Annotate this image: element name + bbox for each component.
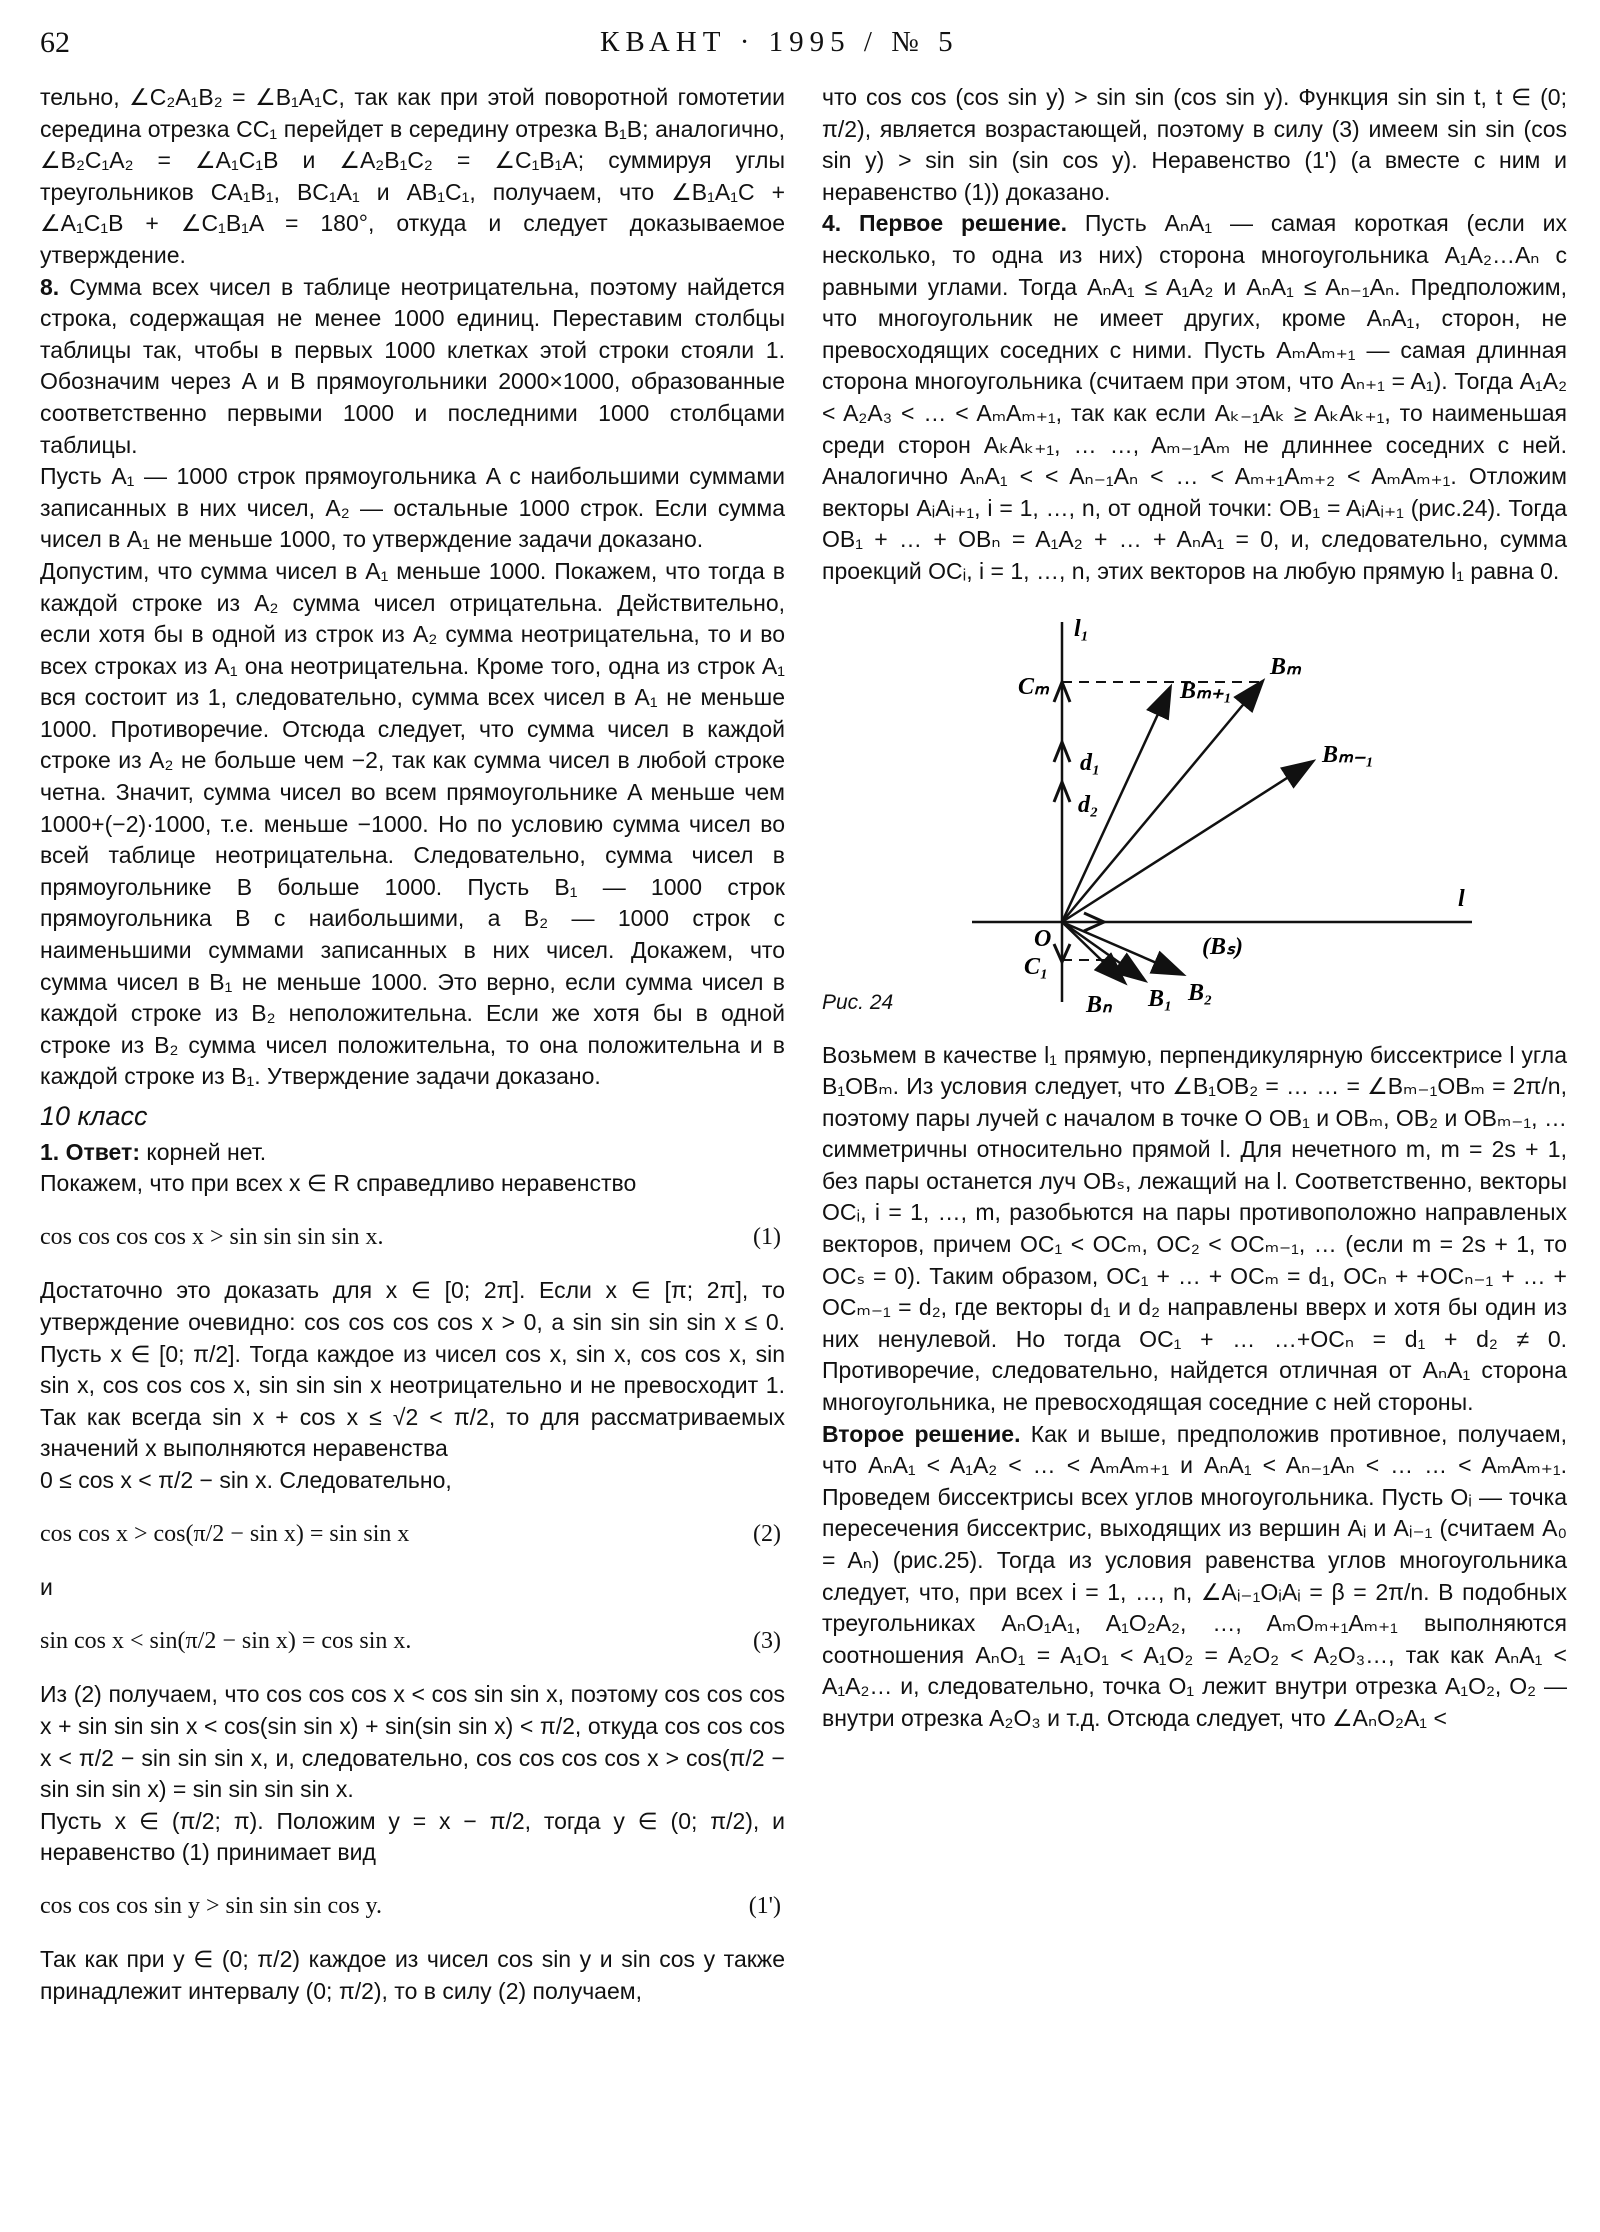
solution-heading: 4. Первое решение. bbox=[822, 210, 1067, 237]
label-Cm: Cₘ bbox=[1018, 673, 1049, 700]
label-Bmm1: Bₘ₋₁ bbox=[1322, 741, 1374, 768]
label-l: l bbox=[1458, 885, 1465, 912]
paragraph: тельно, ∠C₂A₁B₂ = ∠B₁A₁C, так как при этой поворотной гомотетии середина отрезка CC₁ перейдет в середину отрезка B₁B; аналогично, ∠B₂C₁A₂ = ∠A₁C₁B и ∠A₂B₁C₂ = ∠C₁B₁A; суммируя углы треугольников CA₁B₁, BC₁A₁ и AB₁C₁, получаем, что ∠B₁A₁C + ∠A₁C₁B + ∠C₁B₁A = 180°, откуда и следует доказываемое утверждение. bbox=[40, 84, 785, 268]
paragraph: Как и выше, предположив противное, получаем, что AₙA₁ < A₁A₂ < … < AₘAₘ₊₁ и AₙA₁ < Aₙ₋₁Aₙ < … … < AₘAₘ₊₁. Проведем биссектрисы всех углов многоугольника. Пусть Oᵢ — точка пересечения биссектрис, выходящих из вершин Aᵢ и Aᵢ₋₁ (считаем A₀ = Aₙ) (рис.25). Тогда из условия равенства углов многоугольника следует, что, при всех i = 1, …, n, ∠Aᵢ₋₁OᵢAᵢ = β = 2π/n. В подобных треугольниках AₙO₁A₁, A₁O₂A₂, …, AₘOₘ₊₁Aₘ₊₁ выполняются соотношения AₙO₁ = A₁O₁ < A₁O₂ = A₂O₂ < A₂O₃…, так как AₙA₁ < A₁A₂… и, следовательно, точка O₁ лежит внутри отрезка A₁O₂, O₂ — внутри отрезка A₂O₃ и т.д. Отсюда следует, что ∠AₙO₂A₁ < bbox=[822, 1420, 1567, 1731]
problem-4-first-solution bbox=[822, 208, 1567, 587]
section-heading: 10 класс bbox=[40, 1101, 148, 1131]
paragraph: Покажем, что при всех x ∈ R справедливо неравенство bbox=[40, 1170, 637, 1197]
problem-4-second-solution bbox=[822, 1419, 1567, 1735]
paragraph: Возьмем в качестве l₁ прямую, перпендикулярную биссектрисе l угла B₁OBₘ. Из условия следует, что ∠B₁OB₂ = … … = ∠Bₘ₋₁OBₘ = 2π/n, поэтому пары лучей с началом в точке O OB₁ и OBₘ, OB₂ и OBₘ₋₁, … симметричны относительно прямой l. Для нечетного m, m = 2s + 1, без пары останется луч OBₛ, лежащий на l. Соответственно, векторы OCᵢ, i = 1, …, m, разобьются на пары противоположно направленых векторов, причем OC₁ < OCₘ, OC₂ < OCₘ₋₁, … (если m = 2s + 1, то OCₛ = 0). Таким образом, OC₁ + … + OCₘ = d₁, OCₙ + +OCₙ₋₁ + … + OCₘ₋₁ = d₂, где векторы d₁ и d₂ направлены вверх и хотя бы один из них ненулевой. Но тогда OC₁ + … …+OCₙ = d₁ + d₂ ≠ 0. Противоречие, следовательно, найдется отличная от AₙA₁ сторона многоугольника, не превосходящая соседние с ней стороны. bbox=[822, 1041, 1567, 1416]
equation-1 bbox=[40, 1222, 785, 1254]
label-d1: d₁ bbox=[1080, 749, 1101, 776]
paragraph: Так как при y ∈ (0; π/2) каждое из чисел cos sin y и sin cos y также принадлежит интервалу (0; π/2), то в силу (2) получаем, bbox=[40, 1946, 785, 2005]
answer-label: 1. Ответ: bbox=[40, 1138, 140, 1165]
page-number: 62 bbox=[40, 26, 70, 59]
label-Bn: Bₙ bbox=[1086, 991, 1112, 1018]
label-B1: B₁ bbox=[1148, 985, 1173, 1012]
equation-number: (2) bbox=[753, 1520, 781, 1547]
vector-OBn bbox=[1062, 922, 1124, 982]
paragraph: Сумма всех чисел в таблице неотрицательна, поэтому найдется строка, содержащая не менее 1000 единиц. Переставим столбцы таблицы так, чтобы в первых 1000 клетках этой строки стояли 1. Обозначим через A и B прямоугольники 2000×1000, образованные соответственно первыми 1000 и последними 1000 столбцами таблицы. bbox=[40, 273, 786, 458]
equation-2 bbox=[40, 1519, 785, 1551]
left-column bbox=[40, 82, 785, 2008]
paragraph: Из (2) получаем, что cos cos cos x < cos sin sin x, поэтому cos cos cos x + sin sin sin x < cos(sin sin x) + sin(sin sin x) < π/2, откуда cos cos cos x < π/2 − sin sin sin x, и, следовательно, cos cos cos cos x > cos(π/2 − sin sin sin x) = sin sin sin sin x. bbox=[40, 1681, 785, 1803]
label-Bm: Bₘ bbox=[1270, 653, 1301, 680]
problem-8 bbox=[40, 272, 785, 462]
paragraph: Пусть A₁ — 1000 строк прямоугольника A с наибольшими суммами записанных в них чисел, A₂ — остальные 1000 строк. Если сумма чисел в A₁ не меньше 1000, то утверждение задачи доказано. bbox=[40, 463, 785, 553]
equation-number: (1) bbox=[753, 1223, 781, 1250]
running-header: КВАНТ · 1995 / № 5 bbox=[600, 26, 959, 58]
answer-text: корней нет. bbox=[146, 1138, 267, 1165]
label-Bm1: Bₘ₊₁ bbox=[1180, 677, 1232, 704]
equation-text: cos cos cos cos x > sin sin sin sin x. bbox=[40, 1223, 384, 1250]
answer-line bbox=[40, 1137, 785, 1169]
paragraph: Допустим, что сумма чисел в A₁ меньше 1000. Покажем, что тогда в каждой строке из A₂ сумма чисел отрицательна. Действительно, если хотя бы в одной из строк из A₂ сумма неотрицательна, то и во всех строках из A₁ она неотрицательна. Кроме того, одна из строк A₁ вся состоит из 1, следовательно, сумма всех чисел в A₁ не меньше 1000. Противоречие. Отсюда следует, что сумма чисел в каждой строке из A₂ не больше чем −2, так как сумма чисел в любой строке четна. Значит, сумма чисел во всем прямоугольнике A меньше чем 1000+(−2)·1000, т.е. меньше −1000. Но по условию сумма чисел во всей таблице неотрицательна. Следовательно, сумма чисел в прямоугольнике B больше 1000. Пусть B₁ — 1000 строк прямоугольника B с наибольшими, а B₂ — 1000 строк с наименьшими суммами записанных в них чисел. Докажем, что сумма чисел в B₁ не меньше 1000. Это верно, если сумма чисел в каждой строке из B₂ неположительна. Если же хотя бы в одной строке из B₂ сумма чисел положительна, то она положительна и в каждой строке из B₁. Утверждение задачи доказано. bbox=[40, 557, 785, 1090]
right-column bbox=[822, 82, 1567, 1735]
paragraph: Пусть x ∈ (π/2; π). Положим y = x − π/2, тогда y ∈ (0; π/2), и неравенство (1) принимает вид bbox=[40, 1807, 785, 1866]
conjunction: и bbox=[40, 1574, 53, 1601]
solution-heading: Второе решение. bbox=[822, 1420, 1021, 1447]
label-C1: C₁ bbox=[1024, 953, 1049, 980]
equation-3 bbox=[40, 1626, 785, 1658]
equation-text: cos cos cos sin y > sin sin sin cos y. bbox=[40, 1892, 382, 1919]
label-d2: d₂ bbox=[1078, 791, 1099, 818]
paragraph: 0 ≤ cos x < π/2 − sin x. Следовательно, bbox=[40, 1466, 452, 1493]
paragraph: что cos cos (cos sin y) > sin sin (cos sin y). Функция sin sin t, t ∈ (0; π/2), является возрастающей, поэтому в силу (3) имеем sin sin (cos sin y) > sin sin (sin cos y). Неравенство (1') (а вместе с ним и неравенство (1)) доказано. bbox=[822, 84, 1567, 205]
equation-1-prime bbox=[40, 1891, 785, 1923]
equation-number: (3) bbox=[753, 1627, 781, 1654]
paragraph: Пусть AₙA₁ — самая короткая (если их несколько, то одна из них) сторона многоугольника A₁A₂…Aₙ с равными углами. Тогда AₙA₁ ≤ A₁A₂ и AₙA₁ ≤ Aₙ₋₁Aₙ. Предположим, что многоугольник не имеет других, кроме AₙA₁, сторон, не превосходящих соседних с ними. Пусть AₘAₘ₊₁ — самая длинная сторона многоугольника (считаем при этом, что Aₙ₊₁ = A₁). Тогда A₁A₂ < A₂A₃ < … < AₘAₘ₊₁, так как если Aₖ₋₁Aₖ ≥ AₖAₖ₊₁, то наименьшая среди сторон AₖAₖ₊₁, … …, Aₘ₋₁Aₘ не длиннее соседних с ней. Аналогично AₙA₁ < < Aₙ₋₁Aₙ < … < Aₘ₊₁Aₘ₊₂ < AₘAₘ₊₁. Отложим векторы AᵢAᵢ₊₁, i = 1, …, n, от одной точки: OB₁ = AᵢAᵢ₊₁ (рис.24). Тогда OB₁ + … + OBₙ = A₁A₂ + … + AₙA₁ = 0, и, следовательно, сумма проекций OCᵢ, i = 1, …, n, этих векторов на любую прямую l₁ равна 0. bbox=[822, 210, 1567, 584]
equation-text: cos cos x > cos(π/2 − sin x) = sin sin x bbox=[40, 1520, 410, 1547]
label-l1: l₁ bbox=[1074, 615, 1090, 642]
equation-text: sin cos x < sin(π/2 − sin x) = cos sin x. bbox=[40, 1627, 412, 1654]
label-O: O bbox=[1034, 925, 1052, 952]
problem-number: 8. bbox=[40, 273, 60, 300]
figure-24 bbox=[822, 602, 1567, 1032]
label-B2: B₂ bbox=[1188, 979, 1213, 1006]
vector-diagram bbox=[822, 602, 1567, 1032]
label-Bs: (Bₛ) bbox=[1202, 933, 1243, 960]
vector-OB2 bbox=[1062, 922, 1182, 974]
paragraph: Достаточно это доказать для x ∈ [0; 2π]. Если x ∈ [π; 2π], то утверждение очевидно: cos cos cos cos x > 0, а sin sin sin sin x ≤ 0. Пусть x ∈ [0; π/2]. Тогда каждое из чисел cos x, sin x, cos cos x, sin sin x, cos cos cos x, sin sin sin x неотрицательно и не превосходит 1. Так как всегда sin x + cos x ≤ √2 < π/2, то для рассматриваемых значений x выполняются неравенства bbox=[40, 1277, 785, 1462]
figure-caption: Рис. 24 bbox=[822, 990, 894, 1014]
equation-number: (1') bbox=[748, 1892, 781, 1919]
